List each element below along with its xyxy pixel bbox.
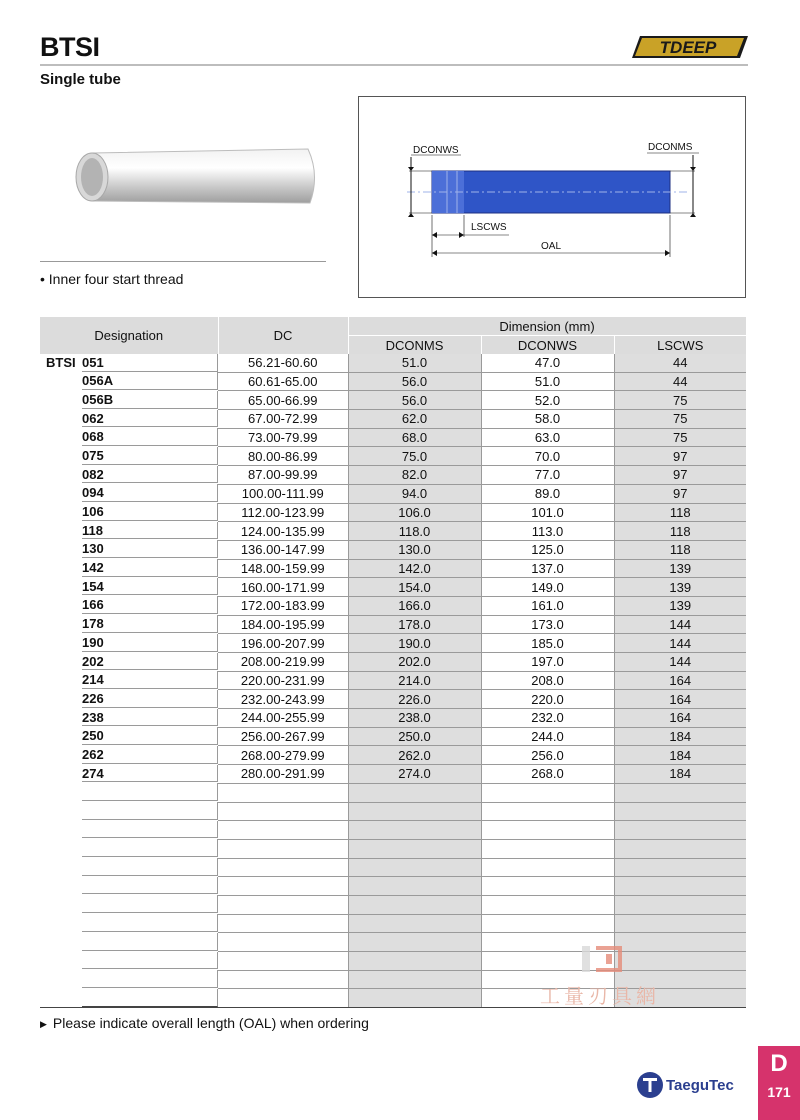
designation-code: 075 — [82, 447, 218, 465]
dc-cell: 184.00-195.99 — [218, 615, 348, 634]
dconms-cell: 75.0 — [348, 447, 481, 466]
lscws-cell: 118 — [614, 540, 746, 559]
table-row — [40, 354, 746, 372]
ordering-note — [40, 1015, 369, 1031]
dconms-label: DCONMS — [648, 142, 693, 153]
dconws-cell: 47.0 — [481, 354, 614, 372]
dconms-cell: 62.0 — [348, 410, 481, 429]
triangle-bullet-icon: ▶ — [40, 1019, 47, 1029]
dconws-cell: 256.0 — [481, 746, 614, 765]
dconms-cell — [348, 839, 481, 858]
lscws-cell: 184 — [614, 727, 746, 746]
designation-cell — [40, 839, 218, 858]
dc-cell — [218, 877, 348, 896]
dconms-cell — [348, 914, 481, 933]
dc-cell: 80.00-86.99 — [218, 447, 348, 466]
designation-code: 202 — [82, 653, 218, 671]
table-row — [40, 783, 746, 802]
dconws-cell: 63.0 — [481, 428, 614, 447]
dc-cell: 100.00-111.99 — [218, 484, 348, 503]
designation-cell — [40, 354, 218, 372]
ordering-note-text: Please indicate overall length (OAL) when ordering — [52, 1015, 369, 1031]
designation-cell — [40, 933, 218, 952]
designation-cell — [40, 578, 218, 597]
dconms-cell: 202.0 — [348, 653, 481, 672]
dc-cell: 112.00-123.99 — [218, 503, 348, 522]
designation-cell — [40, 690, 218, 709]
dconms-cell: 118.0 — [348, 522, 481, 541]
table-row — [40, 952, 746, 971]
dc-cell — [218, 821, 348, 840]
dconws-cell: 58.0 — [481, 410, 614, 429]
lscws-cell: 184 — [614, 746, 746, 765]
designation-code: 262 — [82, 746, 218, 764]
dc-cell — [218, 914, 348, 933]
lscws-cell: 75 — [614, 428, 746, 447]
dc-cell — [218, 895, 348, 914]
lscws-cell — [614, 914, 746, 933]
designation-code: 190 — [82, 634, 218, 652]
lscws-cell: 164 — [614, 690, 746, 709]
page-number: 171 — [767, 1084, 791, 1100]
single-tube-photo — [70, 145, 320, 210]
watermark-logo-icon — [580, 944, 640, 974]
table-row — [40, 877, 746, 896]
lscws-cell: 144 — [614, 615, 746, 634]
dconws-cell: 185.0 — [481, 634, 614, 653]
dconws-cell — [481, 821, 614, 840]
designation-code — [82, 989, 218, 1007]
designation-cell — [40, 484, 218, 503]
page-title: BTSI — [40, 32, 100, 62]
dc-cell: 87.00-99.99 — [218, 466, 348, 485]
lscws-cell: 139 — [614, 596, 746, 615]
dconms-cell: 68.0 — [348, 428, 481, 447]
designation-code: 238 — [82, 709, 218, 727]
dconws-cell: 89.0 — [481, 484, 614, 503]
designation-code — [82, 952, 218, 970]
header-dc: DC — [218, 317, 348, 354]
designation-code — [82, 970, 218, 988]
lscws-cell — [614, 802, 746, 821]
lscws-cell: 97 — [614, 484, 746, 503]
table-row — [40, 372, 746, 391]
dconws-cell — [481, 895, 614, 914]
lscws-cell: 97 — [614, 447, 746, 466]
table-row — [40, 690, 746, 709]
dconws-cell: 268.0 — [481, 765, 614, 784]
table-row — [40, 709, 746, 728]
designation-code: 082 — [82, 466, 218, 484]
table-body — [40, 354, 746, 1008]
dc-cell: 208.00-219.99 — [218, 653, 348, 672]
dconms-cell — [348, 895, 481, 914]
dconws-cell: 113.0 — [481, 522, 614, 541]
designation-code — [82, 802, 218, 820]
dc-cell — [218, 858, 348, 877]
lscws-cell — [614, 877, 746, 896]
header-designation: Designation — [40, 317, 218, 354]
designation-code — [82, 877, 218, 895]
dconws-cell: 77.0 — [481, 466, 614, 485]
page-subtitle: Single tube — [40, 71, 121, 88]
lscws-cell: 164 — [614, 709, 746, 728]
designation-code: 154 — [82, 578, 218, 596]
designation-cell — [40, 428, 218, 447]
designation-cell — [40, 746, 218, 765]
designation-code: 226 — [82, 690, 218, 708]
dc-cell: 256.00-267.99 — [218, 727, 348, 746]
dconms-cell: 178.0 — [348, 615, 481, 634]
dconms-cell: 94.0 — [348, 484, 481, 503]
table-row — [40, 484, 746, 503]
designation-code: 106 — [82, 503, 218, 521]
table-row — [40, 671, 746, 690]
dconms-cell — [348, 821, 481, 840]
dconms-cell — [348, 877, 481, 896]
designation-cell — [40, 559, 218, 578]
table-row — [40, 615, 746, 634]
dconms-cell: 262.0 — [348, 746, 481, 765]
dc-cell: 60.61-65.00 — [218, 372, 348, 391]
designation-cell — [40, 671, 218, 690]
designation-cell — [40, 989, 218, 1008]
tdeep-logo — [632, 34, 748, 60]
company-name: TaeguTec — [666, 1077, 734, 1094]
designation-cell — [40, 783, 218, 802]
designation-code: 118 — [82, 522, 218, 540]
dconws-cell: 149.0 — [481, 578, 614, 597]
table-row — [40, 540, 746, 559]
dconms-cell: 274.0 — [348, 765, 481, 784]
lscws-cell: 97 — [614, 466, 746, 485]
table-row — [40, 821, 746, 840]
dconws-cell: 101.0 — [481, 503, 614, 522]
designation-code — [82, 895, 218, 913]
dc-cell — [218, 989, 348, 1008]
dc-cell: 73.00-79.99 — [218, 428, 348, 447]
designation-cell — [40, 372, 218, 391]
dconws-cell: 52.0 — [481, 391, 614, 410]
title-divider — [40, 64, 748, 66]
table-row — [40, 391, 746, 410]
table-row — [40, 447, 746, 466]
section-tab — [758, 1046, 800, 1120]
designation-code: 250 — [82, 727, 218, 745]
designation-code: 274 — [82, 765, 218, 783]
designation-code — [82, 839, 218, 857]
designation-cell — [40, 522, 218, 541]
designation-code: 056B — [82, 391, 218, 409]
dconws-cell: 244.0 — [481, 727, 614, 746]
dconws-label: DCONWS — [413, 145, 459, 156]
designation-cell — [40, 596, 218, 615]
dc-cell: 136.00-147.99 — [218, 540, 348, 559]
dc-cell: 244.00-255.99 — [218, 709, 348, 728]
table-row — [40, 914, 746, 933]
designation-code: 214 — [82, 671, 218, 689]
designation-cell — [40, 727, 218, 746]
table-row — [40, 727, 746, 746]
designation-code — [82, 858, 218, 876]
designation-code — [82, 783, 218, 801]
designation-cell — [40, 765, 218, 784]
lscws-cell: 139 — [614, 578, 746, 597]
designation-cell — [40, 391, 218, 410]
dconws-cell — [481, 914, 614, 933]
designation-code: 130 — [82, 540, 218, 558]
table-row — [40, 802, 746, 821]
lscws-cell — [614, 821, 746, 840]
dc-cell: 65.00-66.99 — [218, 391, 348, 410]
lscws-cell — [614, 783, 746, 802]
dconms-cell: 238.0 — [348, 709, 481, 728]
lscws-cell: 184 — [614, 765, 746, 784]
lscws-cell — [614, 858, 746, 877]
designation-cell — [40, 877, 218, 896]
dconms-cell — [348, 783, 481, 802]
dc-cell: 160.00-171.99 — [218, 578, 348, 597]
designation-cell — [40, 615, 218, 634]
dconms-cell — [348, 952, 481, 971]
dc-cell: 148.00-159.99 — [218, 559, 348, 578]
dconws-cell — [481, 839, 614, 858]
dconms-cell — [348, 802, 481, 821]
dconms-cell: 82.0 — [348, 466, 481, 485]
dconws-cell: 220.0 — [481, 690, 614, 709]
table-row — [40, 839, 746, 858]
brand-text: TDEEP — [659, 38, 717, 57]
dc-cell — [218, 783, 348, 802]
table-row — [40, 559, 746, 578]
designation-code — [82, 914, 218, 932]
dconms-cell — [348, 858, 481, 877]
dconws-cell: 232.0 — [481, 709, 614, 728]
header-dconms: DCONMS — [348, 336, 481, 355]
designation-code: 051 — [82, 354, 218, 372]
taegutec-logo — [636, 1070, 746, 1100]
dc-cell — [218, 839, 348, 858]
designation-cell — [40, 895, 218, 914]
lscws-cell: 44 — [614, 354, 746, 372]
table-row — [40, 466, 746, 485]
dconws-cell — [481, 858, 614, 877]
section-letter: D — [770, 1050, 788, 1077]
designation-code: 068 — [82, 428, 218, 446]
designation-cell — [40, 914, 218, 933]
header-dconws: DCONWS — [481, 336, 614, 355]
table-row — [40, 653, 746, 672]
dc-cell — [218, 933, 348, 952]
dconms-cell: 142.0 — [348, 559, 481, 578]
dc-cell: 232.00-243.99 — [218, 690, 348, 709]
dconms-cell — [348, 933, 481, 952]
lscws-cell: 164 — [614, 671, 746, 690]
dconws-cell: 208.0 — [481, 671, 614, 690]
designation-code: 166 — [82, 596, 218, 614]
dconms-cell — [348, 989, 481, 1008]
dconms-cell: 166.0 — [348, 596, 481, 615]
designation-code — [82, 933, 218, 951]
table-row — [40, 428, 746, 447]
lscws-cell — [614, 839, 746, 858]
designation-code: 142 — [82, 559, 218, 577]
table-row — [40, 410, 746, 429]
dconms-cell: 250.0 — [348, 727, 481, 746]
feature-text: • Inner four start thread — [40, 271, 184, 287]
dc-cell — [218, 802, 348, 821]
lscws-cell: 144 — [614, 653, 746, 672]
designation-code: 056A — [82, 372, 218, 390]
designation-code: 062 — [82, 410, 218, 428]
dc-cell — [218, 970, 348, 989]
designation-cell — [40, 821, 218, 840]
table-row — [40, 578, 746, 597]
dc-cell: 280.00-291.99 — [218, 765, 348, 784]
table-row — [40, 895, 746, 914]
dconms-cell: 106.0 — [348, 503, 481, 522]
designation-prefix: BTSI — [46, 355, 76, 370]
table-row — [40, 765, 746, 784]
table-row — [40, 596, 746, 615]
table-row — [40, 746, 746, 765]
lscws-cell: 75 — [614, 410, 746, 429]
lscws-label: LSCWS — [471, 222, 507, 233]
table-row — [40, 858, 746, 877]
dc-cell: 196.00-207.99 — [218, 634, 348, 653]
table-row — [40, 933, 746, 952]
lscws-cell: 118 — [614, 522, 746, 541]
dconms-cell: 154.0 — [348, 578, 481, 597]
dconws-cell — [481, 877, 614, 896]
designation-cell — [40, 858, 218, 877]
dconms-cell: 226.0 — [348, 690, 481, 709]
dc-cell: 56.21-60.60 — [218, 354, 348, 372]
lscws-cell: 44 — [614, 372, 746, 391]
dconms-cell — [348, 970, 481, 989]
dc-cell: 172.00-183.99 — [218, 596, 348, 615]
dconms-cell: 190.0 — [348, 634, 481, 653]
dconws-cell: 161.0 — [481, 596, 614, 615]
lscws-cell: 144 — [614, 634, 746, 653]
dconws-cell: 51.0 — [481, 372, 614, 391]
lscws-cell — [614, 895, 746, 914]
designation-cell — [40, 540, 218, 559]
dconws-cell: 125.0 — [481, 540, 614, 559]
dconws-cell — [481, 783, 614, 802]
designation-code: 094 — [82, 484, 218, 502]
dimension-diagram — [358, 96, 746, 298]
feature-divider — [40, 261, 326, 262]
dc-cell: 124.00-135.99 — [218, 522, 348, 541]
dconws-cell: 173.0 — [481, 615, 614, 634]
dconms-cell: 56.0 — [348, 372, 481, 391]
header-dimension: Dimension (mm) — [348, 317, 746, 336]
designation-code: 178 — [82, 615, 218, 633]
specification-table — [40, 317, 747, 1008]
dc-cell — [218, 952, 348, 971]
dc-cell: 220.00-231.99 — [218, 671, 348, 690]
lscws-cell: 139 — [614, 559, 746, 578]
dconws-cell: 137.0 — [481, 559, 614, 578]
designation-cell — [40, 952, 218, 971]
designation-cell — [40, 447, 218, 466]
designation-cell — [40, 503, 218, 522]
dc-cell: 67.00-72.99 — [218, 410, 348, 429]
table-row — [40, 522, 746, 541]
designation-cell — [40, 802, 218, 821]
designation-cell — [40, 653, 218, 672]
table-row — [40, 634, 746, 653]
designation-cell — [40, 634, 218, 653]
lscws-cell: 75 — [614, 391, 746, 410]
dconws-cell: 197.0 — [481, 653, 614, 672]
designation-cell — [40, 709, 218, 728]
dconms-cell: 130.0 — [348, 540, 481, 559]
designation-cell — [40, 410, 218, 429]
designation-cell — [40, 466, 218, 485]
lscws-cell: 118 — [614, 503, 746, 522]
dconms-cell: 51.0 — [348, 354, 481, 372]
dconws-cell: 70.0 — [481, 447, 614, 466]
dc-cell: 268.00-279.99 — [218, 746, 348, 765]
dconws-cell — [481, 802, 614, 821]
dconms-cell: 56.0 — [348, 391, 481, 410]
header-lscws: LSCWS — [614, 336, 746, 355]
table-row — [40, 503, 746, 522]
designation-cell — [40, 970, 218, 989]
watermark-text: 工量刃具網 — [540, 984, 660, 1008]
dconms-cell: 214.0 — [348, 671, 481, 690]
oal-label: OAL — [541, 241, 562, 252]
designation-code — [82, 821, 218, 839]
